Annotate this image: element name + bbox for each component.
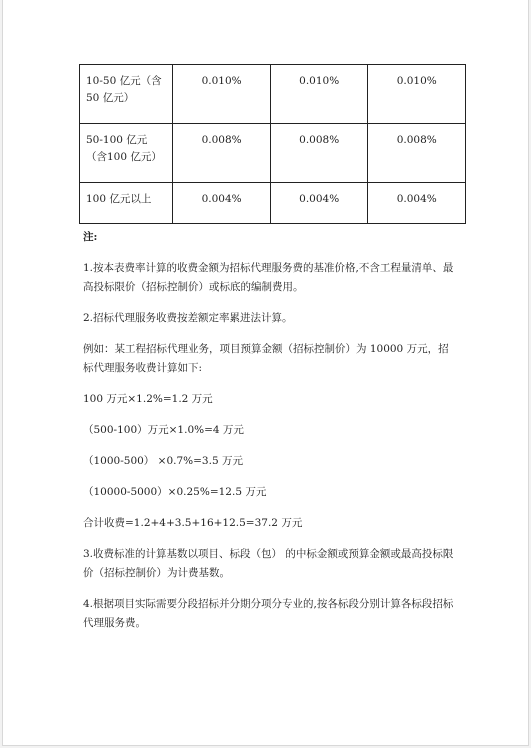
rate-cell: 0.004%	[368, 183, 466, 224]
note-2: 2.招标代理服务收费按差额定率累进法计算。	[83, 312, 293, 324]
rate-cell: 0.010%	[173, 65, 271, 124]
note-4: 4.根据项目实际需要分段招标并分期分项分专业的,按各标段分别计算各标段招标代理服务费。	[83, 598, 454, 629]
rate-cell: 0.008%	[173, 124, 271, 183]
range-cell: 100 亿元以上	[80, 183, 173, 224]
notes-section	[83, 228, 457, 633]
range-cell: 50-100 亿元（含100 亿元）	[80, 124, 173, 183]
rate-cell: 0.008%	[270, 124, 368, 183]
calc-line: （1000-500） ×0.7%=3.5 万元	[83, 455, 243, 467]
rate-cell: 0.008%	[368, 124, 466, 183]
document-page	[2, 0, 529, 746]
rate-cell: 0.010%	[368, 65, 466, 124]
rate-cell: 0.004%	[173, 183, 271, 224]
example-text: 例如：某工程招标代理业务，项目预算金额（招标控制价）为 10000 万元，招标代理服务收费计算如下:	[83, 343, 449, 374]
note-1: 1.按本表费率计算的收费金额为招标代理服务费的基准价格,不含工程量清单、最高投标限价（招标控制价）或标底的编制费用。	[83, 262, 454, 293]
table-row	[80, 124, 466, 183]
calc-line: 100 万元×1.2%=1.2 万元	[83, 393, 213, 405]
fee-rate-table	[79, 64, 466, 224]
total-line: 合计收费=1.2+4+3.5+16+12.5=37.2 万元	[83, 517, 303, 529]
table-row	[80, 183, 466, 224]
calc-line: （500-100）万元×1.0%=4 万元	[83, 424, 244, 436]
calc-line: （10000-5000）×0.25%=12.5 万元	[83, 486, 267, 498]
table-row	[80, 65, 466, 124]
rate-cell: 0.004%	[270, 183, 368, 224]
note-3: 3.收费标准的计算基数以项目、标段（包） 的中标金额或预算金额或最高投标限价（招标控制价）为计费基数。	[83, 548, 454, 579]
rate-cell: 0.010%	[270, 65, 368, 124]
range-cell: 10-50 亿元（含50 亿元）	[80, 65, 173, 124]
notes-heading: 注:	[83, 231, 98, 243]
